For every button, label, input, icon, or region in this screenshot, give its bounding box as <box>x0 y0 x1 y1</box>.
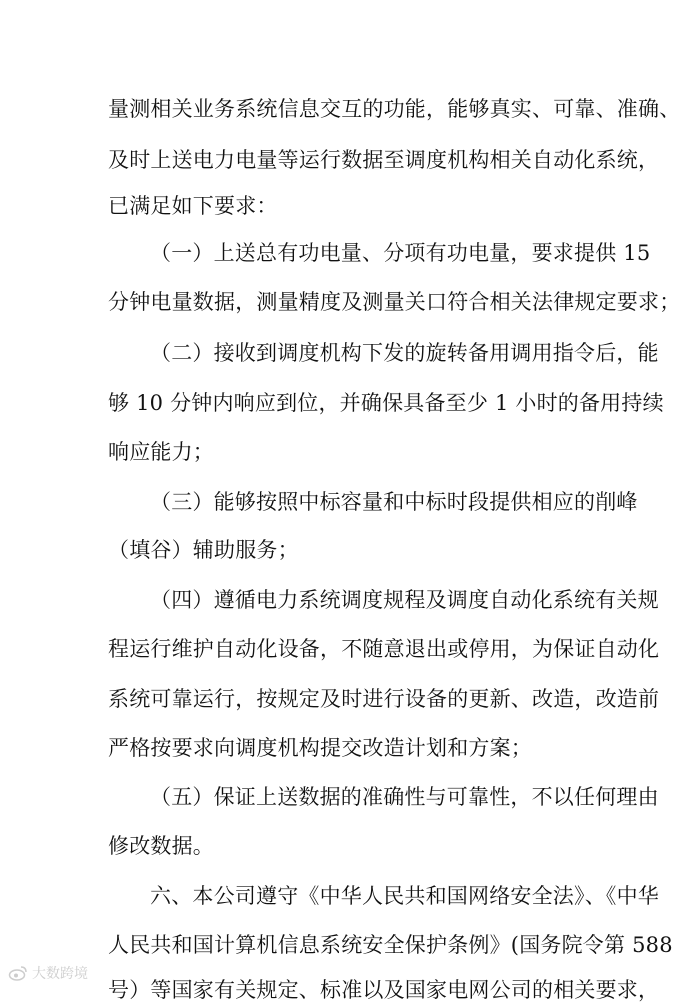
body-text-line: 及时上送电力电量等运行数据至调度机构相关自动化系统， <box>108 148 660 172</box>
section-six-line: 六、本公司遵守《中华人民共和国网络安全法》、《中华 <box>150 884 659 908</box>
section-six-line: 号）等国家有关规定、标准以及国家电网公司的相关要求， <box>108 978 660 1002</box>
list-item-2-line: 够 10 分钟内响应到位，并确保具备至少 1 小时的备用持续 <box>108 391 664 415</box>
list-item-4-line: 程运行维护自动化设备，不随意退出或停用，为保证自动化 <box>108 637 660 661</box>
weibo-logo-icon <box>8 965 28 981</box>
list-item-3-line: （三）能够按照中标容量和中标时段提供相应的削峰 <box>150 490 638 514</box>
list-item-5-line: 修改数据。 <box>108 834 214 858</box>
list-item-5-line: （五）保证上送数据的准确性与可靠性，不以任何理由 <box>150 785 659 809</box>
list-item-4-line: 严格按要求向调度机构提交改造计划和方案； <box>108 736 532 760</box>
list-item-2-line: 响应能力； <box>108 440 214 464</box>
list-item-1-line: （一）上送总有功电量、分项有功电量，要求提供 15 <box>150 241 651 265</box>
watermark <box>8 962 88 984</box>
body-text-line: 量测相关业务系统信息交互的功能，能够真实、可靠、准确、 <box>108 97 681 121</box>
list-item-1-line: 分钟电量数据，测量精度及测量关口符合相关法律规定要求； <box>108 290 681 314</box>
section-six-line: 人民共和国计算机信息系统安全保护条例》(国务院令第 588 <box>108 933 673 957</box>
list-item-2-line: （二）接收到调度机构下发的旋转备用调用指令后，能 <box>150 341 659 365</box>
watermark-text: 大数跨境 <box>32 966 88 982</box>
body-text-line: 已满足如下要求： <box>108 194 278 218</box>
list-item-4-line: 系统可靠运行，按规定及时进行设备的更新、改造，改造前 <box>108 687 660 711</box>
list-item-3-line: （填谷）辅助服务； <box>108 538 299 562</box>
list-item-4-line: （四）遵循电力系统调度规程及调度自动化系统有关规 <box>150 588 659 612</box>
